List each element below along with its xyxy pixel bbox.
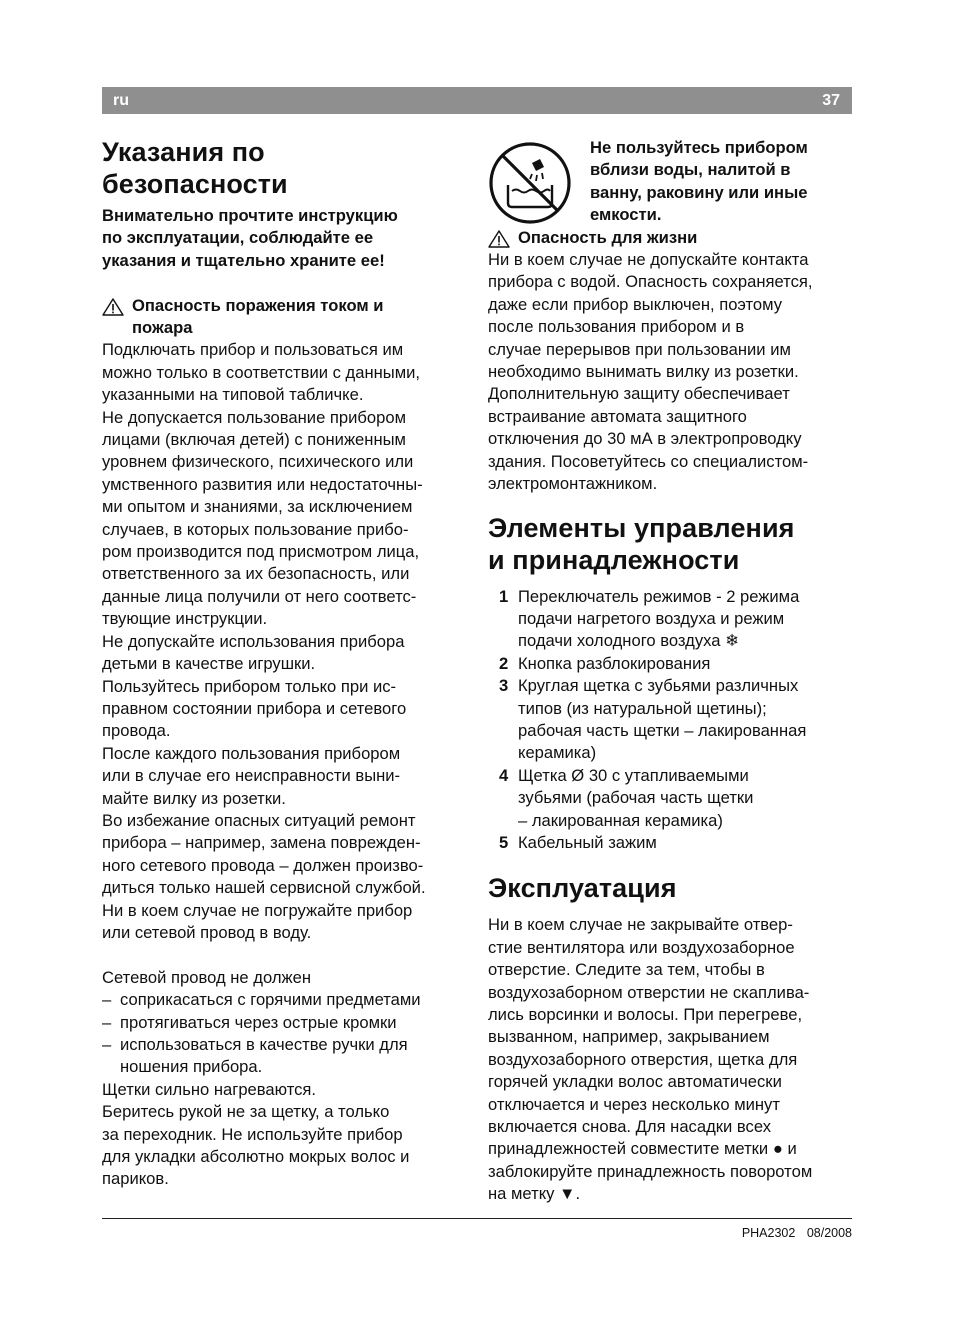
life-danger-text: Ни в коем случае не допускайте контакта прибора с водой. Опасность сохраняется, даже если прибор выключен, поэтому после пользования прибором и в случае перерывов при пользовании им необходимо вынимать вилку из розетки. Дополнительную защиту обеспечивает встраивание автомата защитного отключения до 30 мА в электропроводку здания. Посоветуйтесь со специалистом- электромонтажником. [488,250,813,494]
controls-title: Элементы управления и принадлежности [488,512,795,575]
paragraph: Пользуйтесь прибором только при ис- правном состоянии прибора и сетевого провода. [102,676,407,741]
controls-list [488,586,858,855]
operation-text: Ни в коем случае не закрывайте отвер- стие вентилятора или воздухозаборное отверстие. Следите за тем, чтобы в воздухозаборном отверстии не скаплива- лись ворсинки и волосы. При перегреве, вызванном, например, закрыванием воздухозаборного отверстия, щетка для горячей укладки волос автоматически отключается и через несколько минут включается снова. Для насадки всех принадлежностей совместите метки ● и заблокируйте принадлежность поворотом на метку ▼. [488,915,813,1204]
cord-intro: Сетевой провод не должен [102,967,311,987]
model-number: PHA2302 [741,1226,796,1240]
left-column [102,133,472,1191]
cord-list [102,989,472,1079]
list-item: 2 Кнопка разблокирования [499,653,711,673]
list-item: 5 Кабельный зажим [499,832,657,852]
paragraph: Щетки сильно нагреваются. [102,1079,317,1099]
footer [742,1226,852,1240]
water-warning-text: Не пользуйтесь прибором вблизи воды, налитой в ванну, раковину или иные емкости. [590,138,808,225]
operation-title: Эксплуатация [488,873,677,904]
paragraph: Не допускается пользование прибором лицами (включая детей) с пониженным уровнем физического, психического или умственного развития или недостаточны- ми опытом и знаниями, за исключением случаев, в которых пользование прибо- ром производится под присмотром лица, ответственного за их безопасность, или данные лица получили от него соответс- твующие инструкции. [102,407,423,629]
paragraph: Беритесь рукой не за щетку, а только за переходник. Не используйте прибор для укладки абсолютно мокрых волос и париков. [102,1102,410,1189]
list-item: 3 Круглая щетка с зубьями различных типов (из натуральной щетины); рабочая часть щетки – лакированная керамика) [499,676,807,763]
life-danger-title: Опасность для жизни [488,227,858,249]
header-bar [102,87,852,114]
right-column [488,133,858,1206]
paragraph: Не допускайте использования прибора детьми в качестве игрушки. [102,631,405,674]
list-item: 4 Щетка Ø 30 с утапливаемыми зубьями (рабочая часть щетки – лакированная керамика) [499,765,754,830]
list-item: – соприкасаться с горячими предметами [102,990,421,1010]
footer-divider [102,1218,852,1219]
paragraph: После каждого пользования прибором или в случае его неисправности выни- майте вилку из розетки. [102,743,401,808]
safety-title: Указания по безопасности [102,137,288,199]
paragraph: Подключать прибор и пользоваться им можно только в соответствии с данными, указанными на типовой табличке. [102,340,420,405]
paragraph: Во избежание опасных ситуаций ремонт прибора – например, замена поврежден- ного сетевого провода – должен произво- диться только нашей сервисной службой. [102,810,426,898]
warning-triangle-icon [102,298,124,316]
list-item: 1 Переключатель режимов - 2 режима подачи нагретого воздуха и режим подачи холодного воздуха ❄ [499,586,800,651]
list-item: – использоваться в качестве ручки для ношения прибора. [102,1035,408,1077]
electric-shock-warning-title: Опасность поражения током и пожара [102,295,472,340]
no-water-icon [488,141,572,225]
document-date: 08/2008 [806,1226,852,1240]
page-number: 37 [822,92,840,109]
list-item: – протягиваться через острые кромки [102,1012,397,1032]
language-code: ru [113,92,129,109]
warning-triangle-icon [488,230,510,248]
safety-intro: Внимательно прочтите инструкцию по эксплуатации, соблюдайте ее указания и тщательно храните ее! [102,206,398,270]
paragraph: Ни в коем случае не погружайте прибор или сетевой провод в воду. [102,900,413,942]
